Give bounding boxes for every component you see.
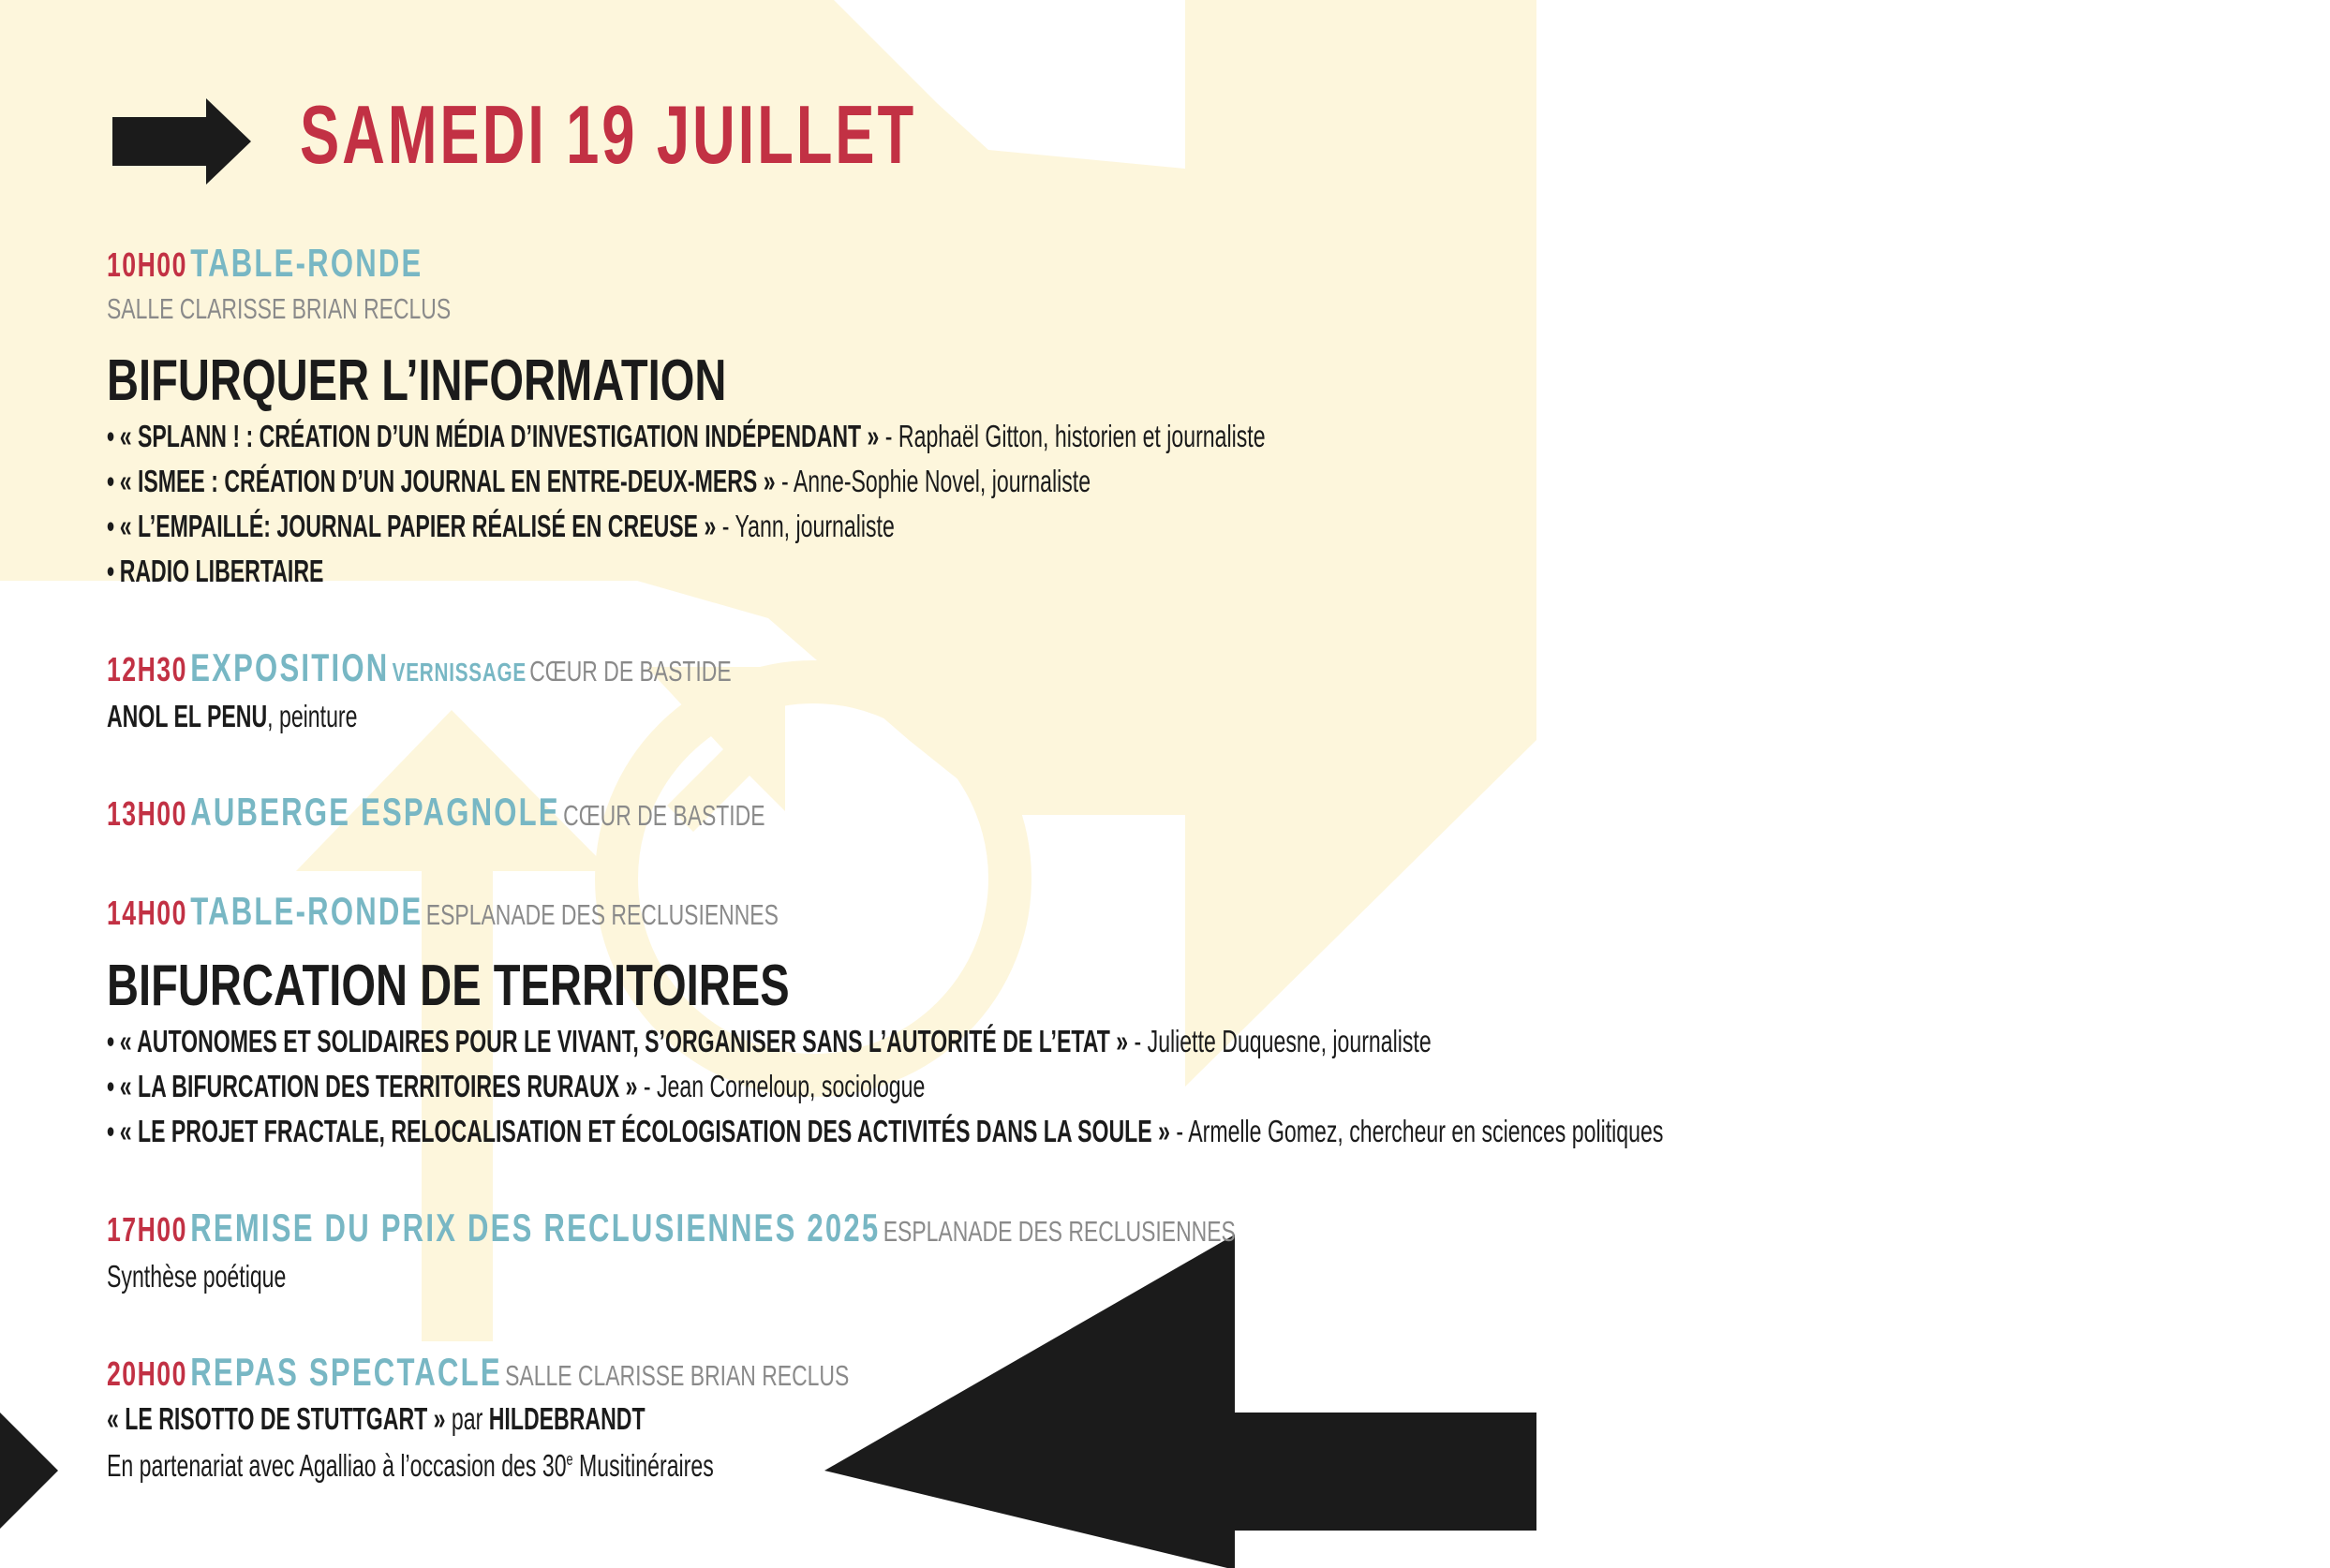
talk-author: - Anne-Sophie Novel, journaliste — [775, 464, 1091, 498]
event-time: 12H30 — [107, 650, 187, 688]
talk-list-territoires — [107, 1025, 2330, 1160]
show-line — [107, 1403, 646, 1434]
event-place: CŒUR DE BASTIDE — [529, 655, 732, 688]
event-header-1230 — [107, 645, 732, 689]
event-place: ESPLANADE DES RECLUSIENNES — [425, 898, 779, 931]
event-kind: TABLE-RONDE — [190, 241, 423, 285]
artist-name: ANOL EL PENU — [107, 699, 268, 733]
event-header-1300 — [107, 792, 765, 832]
section-heading-information: BIFURQUER L’INFORMATION — [107, 348, 727, 413]
artist-medium: , peinture — [267, 699, 358, 733]
talk-title: « SPLANN ! : CRÉATION D’UN MÉDIA D’INVESTIGATION INDÉPENDANT » — [119, 419, 880, 453]
show-title: « LE RISOTTO DE STUTTGART » — [107, 1401, 446, 1436]
event-time: 20H00 — [107, 1354, 187, 1393]
event-kind: EXPOSITION — [190, 645, 390, 689]
event-place: CŒUR DE BASTIDE — [563, 799, 765, 832]
event-kind: TABLE-RONDE — [190, 889, 423, 933]
event-note: Synthèse poétique — [107, 1259, 287, 1294]
exhibition-artist-line — [107, 701, 357, 732]
event-time: 14H00 — [107, 894, 187, 932]
talk-title: « LE PROJET FRACTALE, RELOCALISATION ET ÉCOLOGISATION DES ACTIVITÉS DANS LA SOULE » — [119, 1114, 1170, 1148]
event-header-1000 — [107, 241, 423, 285]
talk-item: • « L’EMPAILLÉ: JOURNAL PAPIER RÉALISÉ EN CREUSE » - Yann, journaliste — [107, 509, 895, 543]
partner-event: Musitinéraires — [572, 1448, 714, 1483]
talk-item: • RADIO LIBERTAIRE — [107, 554, 324, 588]
partnership-line — [107, 1450, 714, 1481]
event-time: 17H00 — [107, 1210, 187, 1249]
event-kind: REMISE DU PRIX DES RECLUSIENNES 2025 — [190, 1206, 881, 1250]
talk-item: • « SPLANN ! : CRÉATION D’UN MÉDIA D’INVESTIGATION INDÉPENDANT » - Raphaël Gitton, historien et journaliste — [107, 419, 1266, 453]
event-kind: REPAS SPECTACLE — [190, 1350, 502, 1394]
talk-author: - Armelle Gomez, chercheur en sciences politiques — [1169, 1114, 1664, 1148]
event-header-1400 — [107, 889, 779, 933]
page-title: SAMEDI 19 JUILLET — [300, 88, 917, 181]
event-place: SALLE CLARISSE BRIAN RECLUS — [505, 1359, 850, 1392]
event-time: 13H00 — [107, 794, 187, 833]
talk-title: RADIO LIBERTAIRE — [119, 554, 324, 588]
partner-superscript: e — [566, 1450, 573, 1469]
event-kind: AUBERGE ESPAGNOLE — [190, 790, 560, 834]
talk-title: « ISMEE : CRÉATION D’UN JOURNAL EN ENTRE-DEUX-MERS » — [119, 464, 776, 498]
talk-title: « L’EMPAILLÉ: JOURNAL PAPIER RÉALISÉ EN CREUSE » — [119, 509, 717, 543]
talk-list-information — [107, 420, 1762, 599]
event-header-1700 — [107, 1208, 1236, 1248]
show-by: par — [445, 1401, 489, 1436]
event-place: ESPLANADE DES RECLUSIENNES — [883, 1215, 1236, 1248]
section-heading-territoires: BIFURCATION DE TERRITOIRES — [107, 954, 790, 1018]
title-arrow-icon — [112, 98, 253, 185]
talk-title: « AUTONOMES ET SOLIDAIRES POUR LE VIVANT, S’ORGANISER SANS L’AUTORITÉ DE L’ETAT » — [119, 1024, 1129, 1058]
talk-item: • « LA BIFURCATION DES TERRITOIRES RURAUX » - Jean Corneloup, sociologue — [107, 1069, 926, 1103]
talk-item: • « LE PROJET FRACTALE, RELOCALISATION ET ÉCOLOGISATION DES ACTIVITÉS DANS LA SOULE » - Armelle Gomez, chercheur en sciences politiques — [107, 1114, 1664, 1148]
event-time: 10H00 — [107, 245, 187, 284]
talk-author: - Yann, journaliste — [716, 509, 895, 543]
talk-item: • « ISMEE : CRÉATION D’UN JOURNAL EN ENTRE-DEUX-MERS » - Anne-Sophie Novel, journaliste — [107, 464, 1091, 498]
event-place: SALLE CLARISSE BRIAN RECLUS — [107, 292, 452, 325]
event-header-2000 — [107, 1350, 850, 1394]
talk-author: - Jean Corneloup, sociologue — [637, 1069, 926, 1103]
show-performer: HILDEBRANDT — [488, 1401, 646, 1436]
talk-item: • « AUTONOMES ET SOLIDAIRES POUR LE VIVANT, S’ORGANISER SANS L’AUTORITÉ DE L’ETAT » - Juliette Duquesne, journaliste — [107, 1024, 1432, 1058]
talk-author: - Raphaël Gitton, historien et journaliste — [879, 419, 1266, 453]
event-subkind: VERNISSAGE — [392, 658, 527, 687]
talk-author: - Juliette Duquesne, journaliste — [1128, 1024, 1432, 1058]
partner-text: En partenariat avec Agalliao à l’occasion des 30 — [107, 1448, 567, 1483]
talk-title: « LA BIFURCATION DES TERRITOIRES RURAUX » — [119, 1069, 638, 1103]
